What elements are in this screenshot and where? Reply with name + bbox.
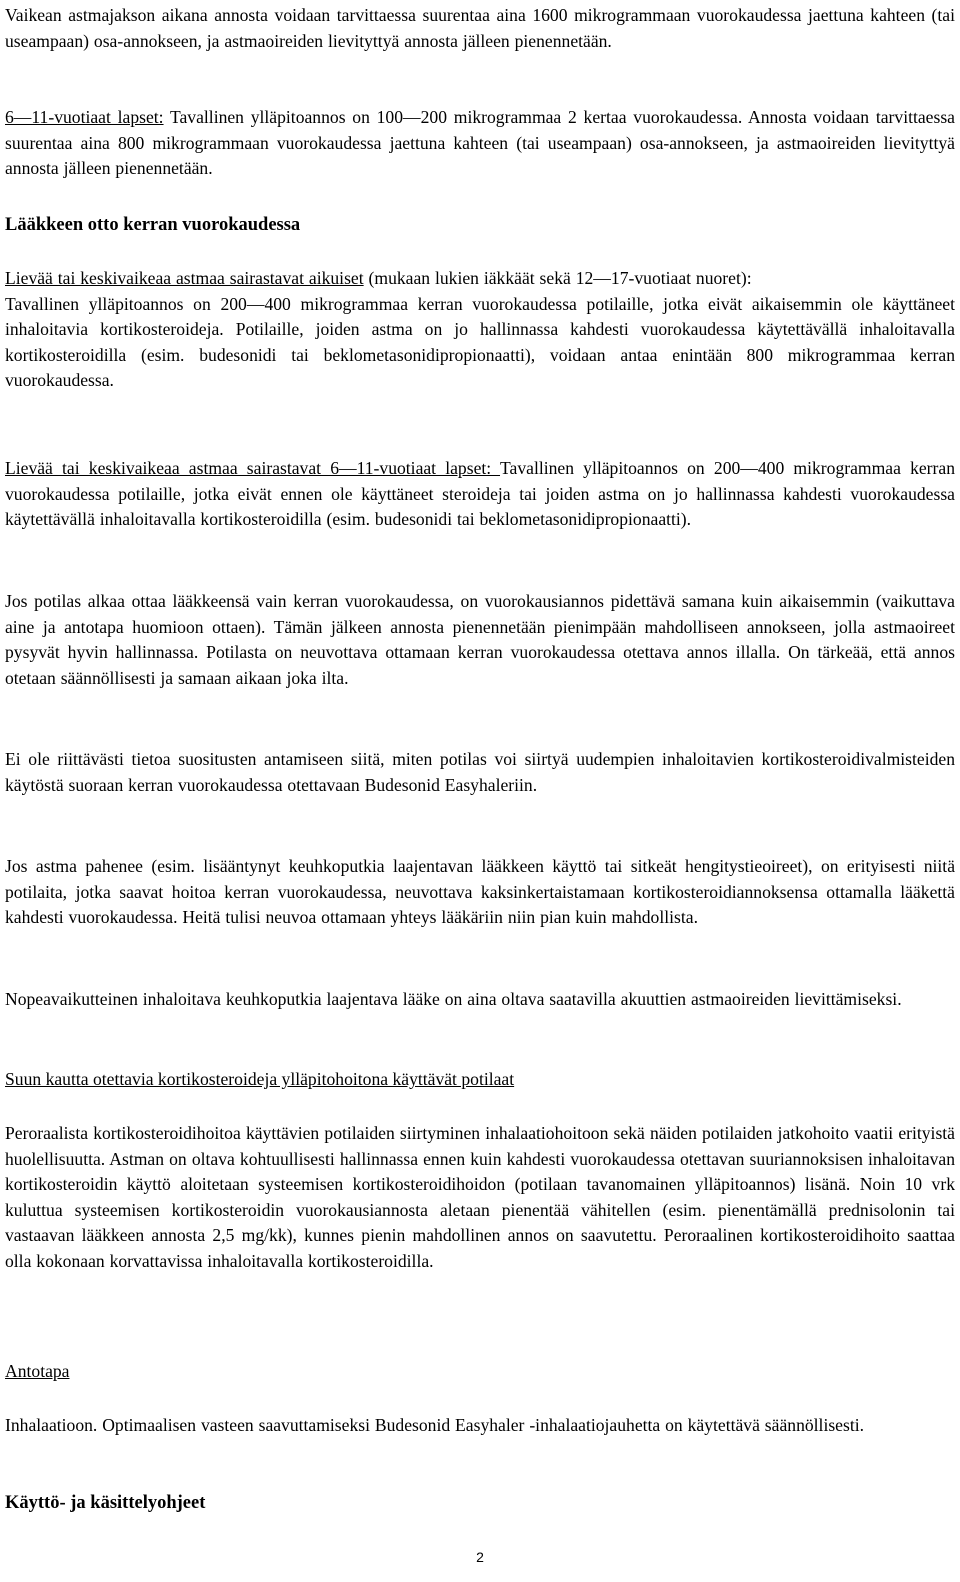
paragraph-switch-once-daily: Jos potilas alkaa ottaa lääkkeensä vain kerran vuorokaudessa, on vuorokausiannos pidettävä samana kuin aikaisemmin (vaikuttava aine ja antotapa huomioon ottaen). Tämän jälkeen annosta pienennetään pienimpään mahdolliseen annokseen, jolla astmaoireet pysyvät hyvin hallinnassa. Potilasta on neuvottava ottamaan kerran vuorokaudessa otettava annos illalla. On tärkeää, että annos otetaan säännöllisesti ja samaan aikaan joka ilta. [5,591,955,688]
paragraph-fast-acting: Nopeavaikutteinen inhaloitava keuhkoputkia laajentava lääke on aina oltava saatavilla akuuttien astmaoireiden lievittämiseksi. [5,989,902,1009]
paragraph-oral-transition: Peroraalista kortikosteroidihoitoa käyttävien potilaiden siirtyminen inhalaatiohoitoon sekä näiden potilaiden jatkohoito vaatii erityistä huolellisuutta. Astman on oltava kohtuullisesti hallinnassa ennen kuin kahdesti vuorokaudessa otettavan suuriannoksisen inhaloitavan kortikosteroidin käyttö aloitetaan systeemisen kortikosteroidihoidon (potilaan tavanomainen ylläpitoannos) lisänä. Noin 10 vrk kuluttua systeemisen kortikosteroidin vuorokausiannosta aletaan pienentää vähitellen (esim. pienentämällä prednisolonin tai vastaavan lääkkeen annosta 2,5 mg/kk), kunnes pienin mahdollinen annos on saavutettu. Peroraalinen kortikosteroidihoito saattaa olla kokonaan korvattavissa inhaloitavalla kortikosteroidilla. [5,1123,955,1271]
children-text: Tavallinen ylläpitoannos on 100—200 mikrogrammaa 2 kertaa vuorokaudessa. Annosta voidaan tarvittaessa suurentaa aina 800 mikrogrammaan vuorokaudessa jaettuna kahteen (tai useampaan) osa-annokseen, ja astmaoireiden lievityttyä annosta jälleen pienennetään. [5,107,955,179]
paragraph-children-dosage [5,105,955,182]
heading-once-daily: Lääkkeen otto kerran vuorokaudessa [5,215,301,235]
children-label: 6—11-vuotiaat lapset: [5,107,164,127]
heading-oral-corticosteroids: Suun kautta otettavia kortikosteroideja ylläpitohoitona käyttävät potilaat [5,1069,515,1089]
heading-usage-handling: Käyttö- ja käsittelyohjeet [5,1493,206,1513]
paragraph-administration: Inhalaatioon. Optimaalisen vasteen saavuttamiseksi Budesonid Easyhaler -inhalaatiojauhetta on käytettävä säännöllisesti. [5,1415,865,1435]
paragraph-children-once-daily [5,456,955,533]
children-once-label: Lievää tai keskivaikeaa astmaa sairastavat 6—11-vuotiaat lapset: [5,458,501,478]
paragraph-severe-asthma: Vaikean astmajakson aikana annosta voidaan tarvittaessa suurentaa aina 1600 mikrogrammaan vuorokaudessa jaettuna kahteen (tai useampaan) osa-annokseen, ja astmaoireiden lievityttyä annosta jälleen pienennetään. [5,5,955,51]
paragraph-worsening-asthma: Jos astma pahenee (esim. lisääntynyt keuhkoputkia laajentavan lääkkeen käyttö tai sitkeät hengitystieoireet), on erityisesti niitä potilaita, jotka saavat hoitoa kerran vuorokaudessa, neuvottava kaksinkertaistamaan kortikosteroidiannoksensa ottamalla lääkettä kahdesti vuorokaudessa. Heitä tulisi neuvoa ottamaan yhteys lääkäriin niin pian kuin mahdollista. [5,856,955,928]
paragraph-adults-once-daily [5,266,955,394]
children-once-text: Tavallinen ylläpitoannos on 200—400 mikrogrammaa kerran vuorokaudessa potilaille, jotka eivät ennen ole käyttäneet steroideja tai joiden astma on jo hallinnassa kahdesti vuorokaudessa käytettävällä inhaloitavalla kortikosteroidilla (esim. budesonidi tai beklometasonidipropionaatti). [5,458,956,530]
heading-administration: Antotapa [5,1361,70,1381]
adults-label: Lievää tai keskivaikeaa astmaa sairastavat aikuiset [5,268,364,288]
adults-text: Tavallinen ylläpitoannos on 200—400 mikrogrammaa kerran vuorokaudessa potilaille, jotka eivät aikaisemmin ole käyttäneet inhaloitavia kortikosteroideja. Potilaille, joiden astma on jo hallinnassa kahdesti vuorokaudessa käytettävällä inhaloitavalla kortikosteroidilla (esim. budesonidi tai beklometasonidipropionaatti), voidaan antaa enintään 800 mikrogrammaa kerran vuorokaudessa. [5,293,955,391]
page-number: 2 [476,1549,484,1565]
adults-rest: (mukaan lukien iäkkäät sekä 12—17-vuotiaat nuoret): [363,268,752,288]
paragraph-insufficient-data: Ei ole riittävästi tietoa suositusten antamiseen siitä, miten potilas voi siirtyä uudempien inhaloitavien kortikosteroidivalmisteiden käytöstä suoraan kerran vuorokaudessa otettavaan Budesonid Easyhaleriin. [5,749,955,795]
